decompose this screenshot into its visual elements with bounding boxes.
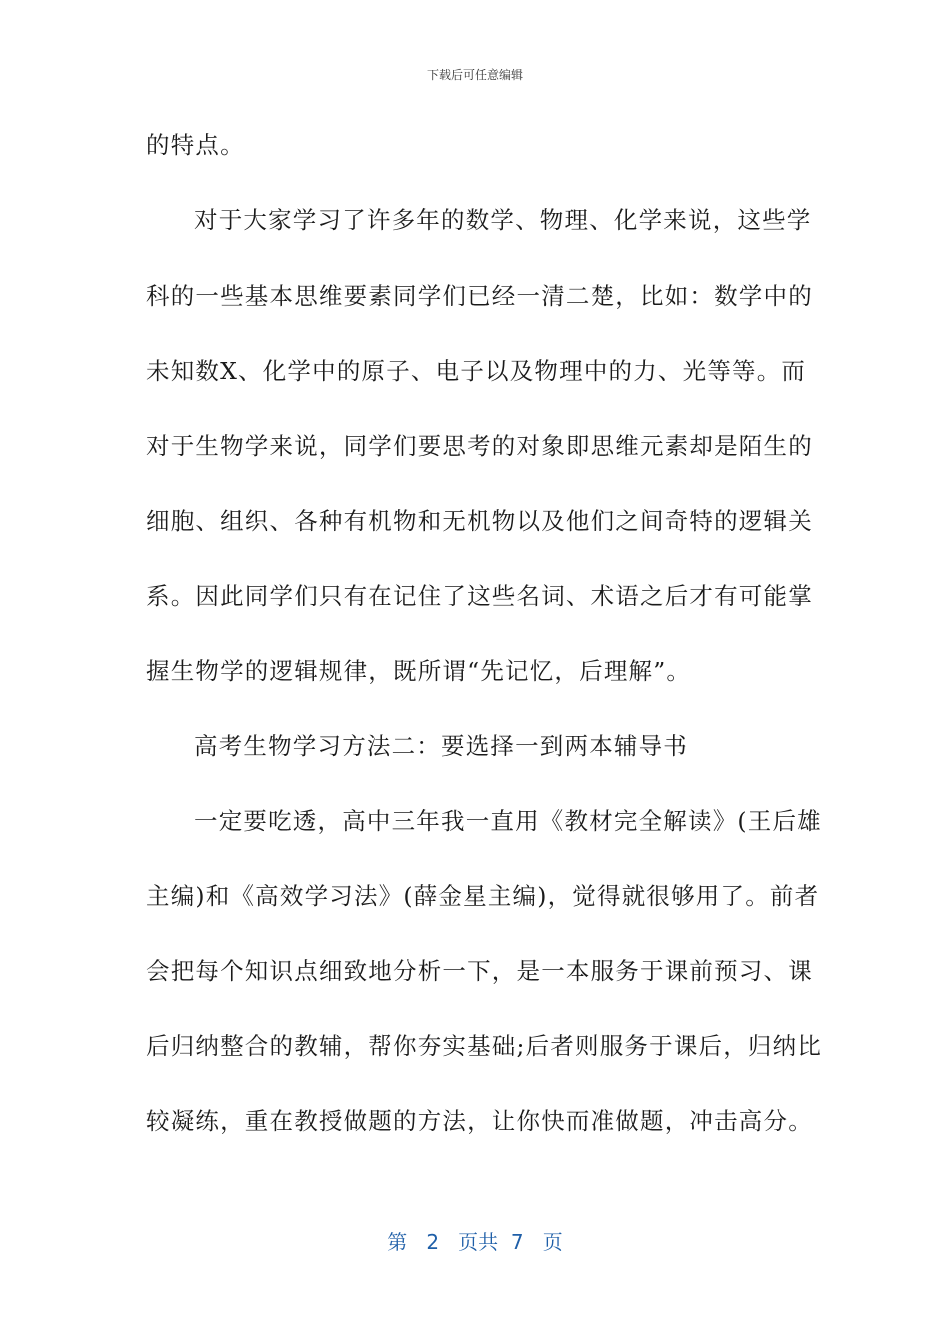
footer-total-pages: 7 <box>510 1230 524 1254</box>
header-note: 下载后可任意编辑 <box>426 68 523 82</box>
paragraph-start-line: 对于大家学习了许多年的数学、物理、化学来说，这些学 <box>194 206 812 234</box>
paragraph-start-line: 一定要吃透，高中三年我一直用《教材完全解读》(王后雄 <box>194 807 822 835</box>
footer-current-page: 2 <box>426 1230 440 1254</box>
text-line: 科的一些基本思维要素同学们已经一清二楚，比如：数学中的 <box>146 282 813 310</box>
section-heading: 高考生物学习方法二：要选择一到两本辅导书 <box>194 732 688 760</box>
footer-middle: 页共 <box>458 1230 499 1254</box>
text-line: 握生物学的逻辑规律，既所谓“先记忆，后理解”。 <box>146 657 692 685</box>
text-line: 对于生物学来说，同学们要思考的对象即思维元素却是陌生的 <box>146 432 813 460</box>
text-line: 的特点。 <box>146 131 245 159</box>
page-footer <box>0 1226 950 1255</box>
text-line: 较凝练，重在教授做题的方法，让你快而准做题，冲击高分。 <box>146 1107 813 1135</box>
text-line: 后归纳整合的教辅，帮你夯实基础;后者则服务于课后，归纳比 <box>146 1032 823 1060</box>
text-line: 系。因此同学们只有在记住了这些名词、术语之后才有可能掌 <box>146 582 813 610</box>
text-line: 未知数X、化学中的原子、电子以及物理中的力、光等等。而 <box>146 357 807 385</box>
text-line: 主编)和《高效学习法》(薛金星主编)，觉得就很够用了。前者 <box>146 882 820 910</box>
footer-prefix: 第 <box>387 1230 408 1254</box>
footer-suffix: 页 <box>542 1230 563 1254</box>
text-line: 细胞、组织、各种有机物和无机物以及他们之间奇特的逻辑关 <box>146 507 813 535</box>
text-line: 会把每个知识点细致地分析一下，是一本服务于课前预习、课 <box>146 957 813 985</box>
